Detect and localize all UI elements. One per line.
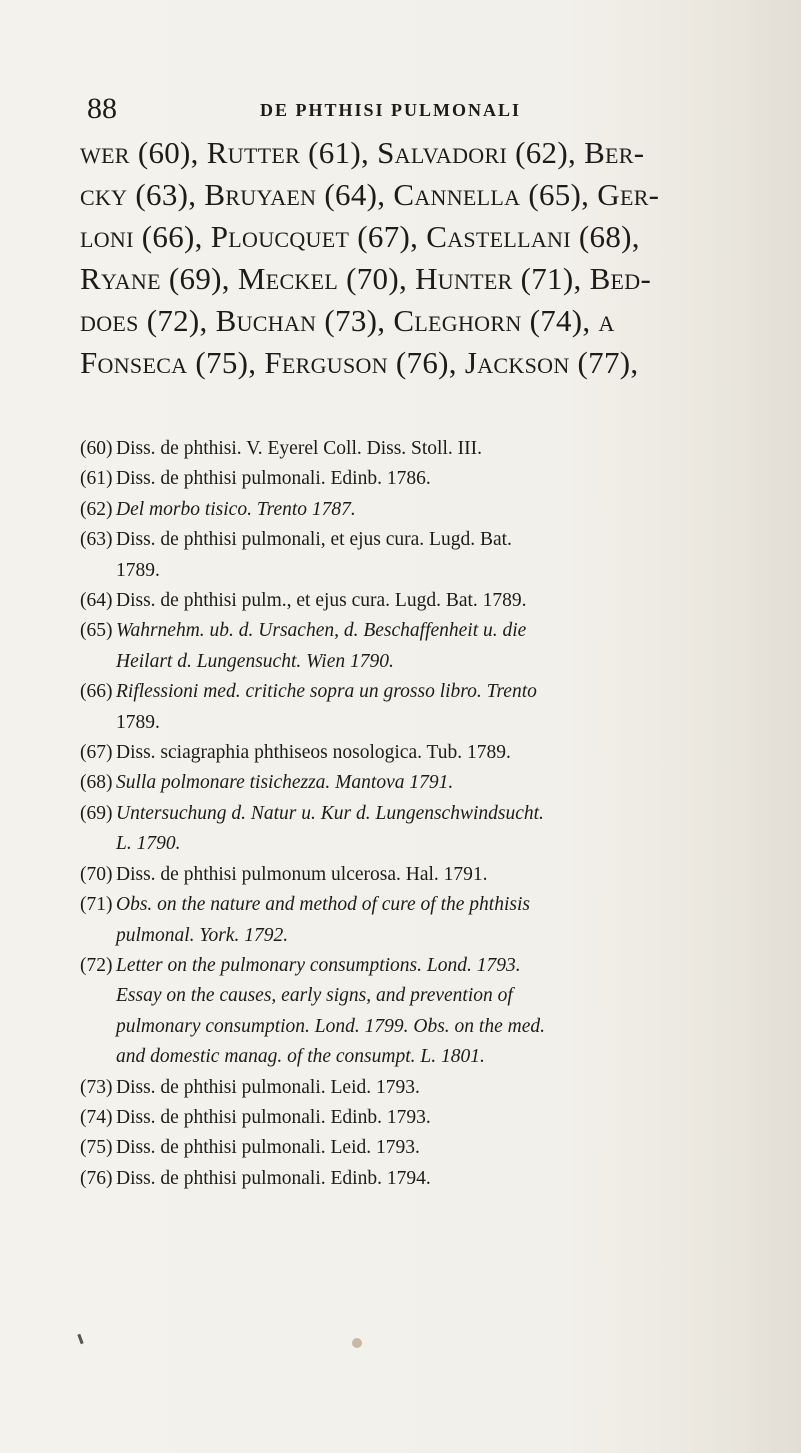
footnote-continuation: and domestic manag. of the consumpt. L. 1801.	[116, 1046, 485, 1068]
footnote	[80, 768, 770, 798]
footnote-number: (67)	[80, 742, 113, 764]
footnote	[80, 738, 770, 768]
footnote-number: (70)	[80, 863, 113, 885]
page-header	[80, 92, 680, 136]
footnote-continuation: Heilart d. Lungensucht. Wien 1790.	[116, 650, 394, 672]
footnote	[80, 586, 770, 616]
footnote	[80, 525, 770, 555]
footnote-text: Diss. de phthisi. V. Eyerel Coll. Diss. Stoll. III.	[116, 438, 482, 459]
body-line: loni (66), Ploucquet (67), Castellani (68),	[80, 219, 640, 254]
footnote	[80, 495, 770, 525]
body-line: does (72), Buchan (73), Cleghorn (74), a	[80, 303, 615, 338]
footnote-continuation: pulmonary consumption. Lond. 1799. Obs. on the med.	[116, 1015, 545, 1037]
footnote-number: (64)	[80, 590, 113, 612]
footnote-text: Diss. de phthisi pulmonali. Leid. 1793.	[116, 1137, 420, 1159]
footnote-text: Diss. de phthisi pulmonali. Edinb. 1794.	[116, 1167, 431, 1189]
footnote	[80, 616, 770, 646]
body-line: cky (63), Bruyaen (64), Cannella (65), Ger-	[80, 177, 660, 212]
footnote	[80, 434, 770, 464]
footnote	[80, 1133, 770, 1163]
footnote-text: Obs. on the nature and method of cure of the phthisis	[116, 894, 530, 916]
body-line: Ryane (69), Meckel (70), Hunter (71), Bed-	[80, 261, 652, 296]
footnotes	[80, 434, 770, 1194]
footnote-text: Riflessioni med. critiche sopra un grosso libro. Trento	[116, 681, 537, 703]
footnote-text: Del morbo tisico. Trento 1787.	[116, 498, 356, 520]
footnote-number: (63)	[80, 529, 113, 551]
footnote-continuation: pulmonal. York. 1792.	[116, 924, 289, 946]
footnote-number: (71)	[80, 894, 113, 916]
footnote-number: (66)	[80, 681, 113, 703]
body-line: Fonseca (75), Ferguson (76), Jackson (77),	[80, 345, 639, 380]
footnote-text: Wahrnehm. ub. d. Ursachen, d. Beschaffenheit u. die	[116, 620, 527, 642]
footnote	[80, 677, 770, 707]
footnote-number: (76)	[80, 1167, 113, 1189]
main-text-block	[80, 132, 770, 384]
footnote-number: (68)	[80, 772, 113, 794]
page-number: 88	[87, 92, 117, 125]
footnote-text: Diss. de phthisi pulmonali. Edinb. 1786.	[116, 468, 431, 490]
footnote-text: Untersuchung d. Natur u. Kur d. Lungenschwindsucht.	[116, 802, 544, 824]
footnote-text: Diss. de phthisi pulmonali, et ejus cura. Lugd. Bat.	[116, 529, 512, 551]
footnote	[80, 860, 770, 890]
paper-stain	[352, 1338, 362, 1348]
footnote	[80, 1164, 770, 1194]
ink-speck	[77, 1334, 83, 1344]
footnote-text: Letter on the pulmonary consumptions. Lond. 1793.	[116, 954, 521, 976]
footnote-text: Diss. sciagraphia phthiseos nosologica. Tub. 1789.	[116, 742, 511, 764]
footnote-number: (62)	[80, 498, 113, 520]
footnote	[80, 1103, 770, 1133]
footnote-number: (73)	[80, 1076, 113, 1098]
footnote-continuation: 1789.	[116, 559, 160, 581]
footnote-number: (69)	[80, 802, 113, 824]
footnote-continuation: L. 1790.	[116, 833, 181, 855]
footnote-text: Diss. de phthisi pulmonum ulcerosa. Hal. 1791.	[116, 863, 488, 885]
body-line: wer (60), Rutter (61), Salvadori (62), Ber-	[80, 135, 645, 170]
footnote-text: Diss. de phthisi pulm., et ejus cura. Lugd. Bat. 1789.	[116, 590, 527, 612]
footnote	[80, 1073, 770, 1103]
footnote-text: Sulla polmonare tisichezza. Mantova 1791.	[116, 772, 454, 794]
footnote-text: Diss. de phthisi pulmonali. Edinb. 1793.	[116, 1106, 431, 1128]
running-head: DE PHTHISI PULMONALI	[260, 100, 522, 120]
footnote	[80, 464, 770, 494]
footnote-number: (61)	[80, 468, 113, 490]
footnote-continuation: Essay on the causes, early signs, and prevention of	[116, 985, 513, 1007]
footnote-number: (65)	[80, 620, 113, 642]
footnote-continuation: 1789.	[116, 711, 160, 733]
footnote	[80, 951, 770, 981]
footnote-number: (75)	[80, 1137, 113, 1159]
footnote-text: Diss. de phthisi pulmonali. Leid. 1793.	[116, 1076, 420, 1098]
footnote-number: (72)	[80, 954, 113, 976]
footnote	[80, 799, 770, 829]
footnote-number: (74)	[80, 1106, 113, 1128]
footnote	[80, 890, 770, 920]
footnote-number: (60)	[80, 438, 113, 459]
